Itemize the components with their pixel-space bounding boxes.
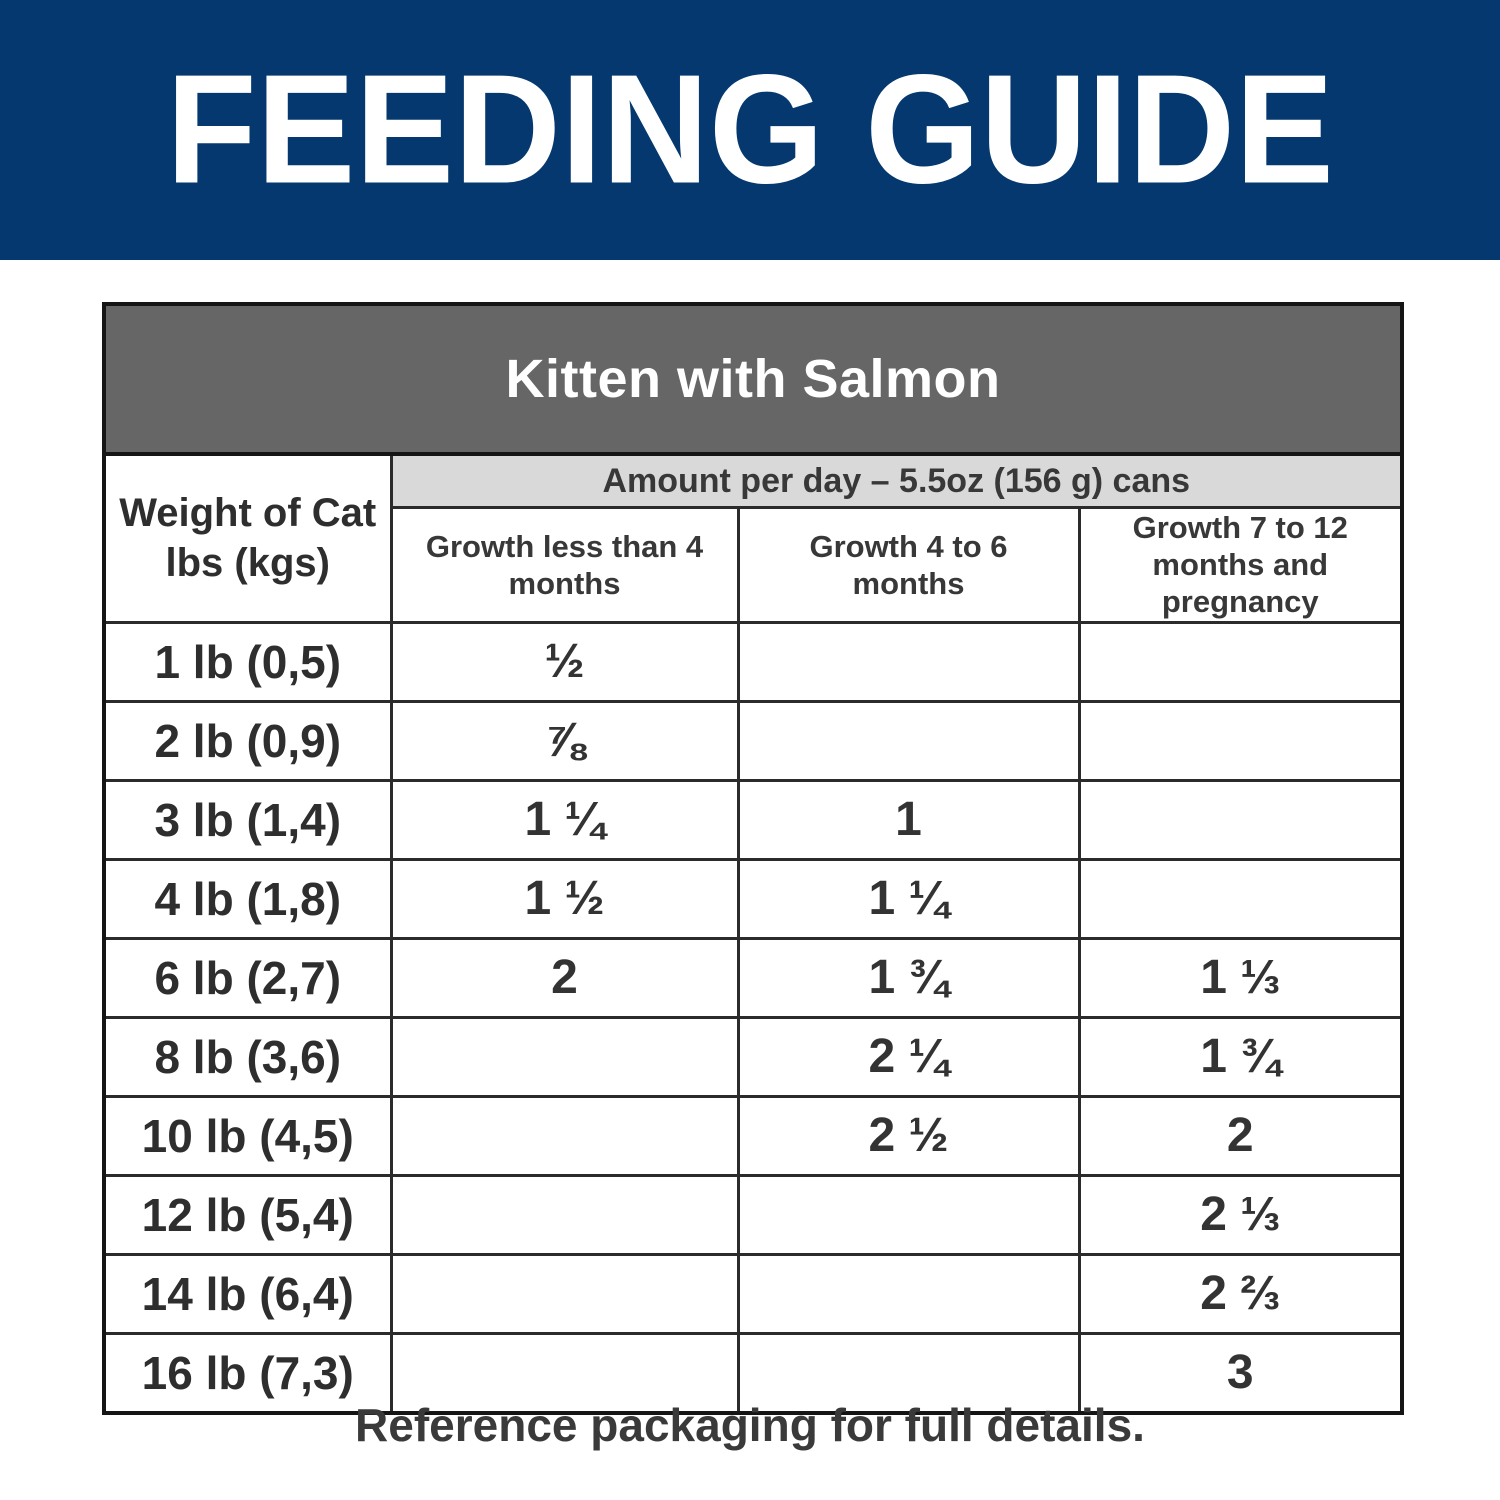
amount-cell: 1 ¾ bbox=[1079, 1017, 1402, 1096]
amount-cell bbox=[1079, 701, 1402, 780]
col-header-growth-4-to-6-months: Growth 4 to 6 months bbox=[738, 508, 1079, 623]
amount-cell: 2 ½ bbox=[738, 1096, 1079, 1175]
amount-cell: 2 bbox=[391, 938, 738, 1017]
table-row bbox=[104, 1254, 1402, 1333]
table-row bbox=[104, 1175, 1402, 1254]
table-row bbox=[104, 701, 1402, 780]
weight-column-header bbox=[104, 454, 391, 622]
weight-cell: 8 lb (3,6) bbox=[104, 1017, 391, 1096]
amount-cell bbox=[738, 1175, 1079, 1254]
amount-cell bbox=[738, 701, 1079, 780]
weight-cell: 3 lb (1,4) bbox=[104, 780, 391, 859]
weight-header-line1: Weight of Cat bbox=[119, 491, 377, 536]
footer-note: Reference packaging for full details. bbox=[355, 1399, 1145, 1451]
amount-cell bbox=[391, 1175, 738, 1254]
feeding-guide-table bbox=[102, 302, 1400, 1415]
col-header-growth-under-4-months: Growth less than 4 months bbox=[391, 508, 738, 623]
amount-cell bbox=[738, 622, 1079, 701]
amount-cell: 3 bbox=[1079, 1333, 1402, 1413]
amount-cell bbox=[1079, 780, 1402, 859]
weight-cell: 16 lb (7,3) bbox=[104, 1333, 391, 1413]
amount-cell: 1 ⅓ bbox=[1079, 938, 1402, 1017]
weight-cell: 4 lb (1,8) bbox=[104, 859, 391, 938]
amount-cell: 1 ½ bbox=[391, 859, 738, 938]
table-title: Kitten with Salmon bbox=[104, 304, 1402, 454]
amount-cell bbox=[391, 1017, 738, 1096]
table-row bbox=[104, 780, 1402, 859]
amount-cell: 2 ⅔ bbox=[1079, 1254, 1402, 1333]
amount-cell: 1 ¼ bbox=[391, 780, 738, 859]
amount-cell bbox=[738, 1254, 1079, 1333]
table-row bbox=[104, 859, 1402, 938]
amount-cell: 2 ⅓ bbox=[1079, 1175, 1402, 1254]
amount-cell: 2 ¼ bbox=[738, 1017, 1079, 1096]
weight-cell: 2 lb (0,9) bbox=[104, 701, 391, 780]
col-header-growth-7-to-12-months: Growth 7 to 12 months and pregnancy bbox=[1079, 508, 1402, 623]
weight-cell: 6 lb (2,7) bbox=[104, 938, 391, 1017]
table-row bbox=[104, 1096, 1402, 1175]
amount-cell: ½ bbox=[391, 622, 738, 701]
weight-cell: 12 lb (5,4) bbox=[104, 1175, 391, 1254]
weight-cell: 1 lb (0,5) bbox=[104, 622, 391, 701]
page-title: FEEDING GUIDE bbox=[166, 42, 1334, 217]
weight-header-line2: lbs (kgs) bbox=[165, 541, 330, 586]
weight-cell: 10 lb (4,5) bbox=[104, 1096, 391, 1175]
table-row bbox=[104, 1017, 1402, 1096]
amount-cell: 1 ¼ bbox=[738, 859, 1079, 938]
amount-cell bbox=[1079, 622, 1402, 701]
feeding-guide-banner bbox=[0, 0, 1500, 260]
amount-cell: 1 bbox=[738, 780, 1079, 859]
amount-cell bbox=[391, 1096, 738, 1175]
table-row bbox=[104, 622, 1402, 701]
amount-cell: 1 ¾ bbox=[738, 938, 1079, 1017]
amount-cell: ⅞ bbox=[391, 701, 738, 780]
amount-cell bbox=[391, 1254, 738, 1333]
amount-cell bbox=[1079, 859, 1402, 938]
table-row bbox=[104, 938, 1402, 1017]
amount-cell: 2 bbox=[1079, 1096, 1402, 1175]
weight-cell: 14 lb (6,4) bbox=[104, 1254, 391, 1333]
amount-per-day-header: Amount per day – 5.5oz (156 g) cans bbox=[391, 454, 1402, 508]
